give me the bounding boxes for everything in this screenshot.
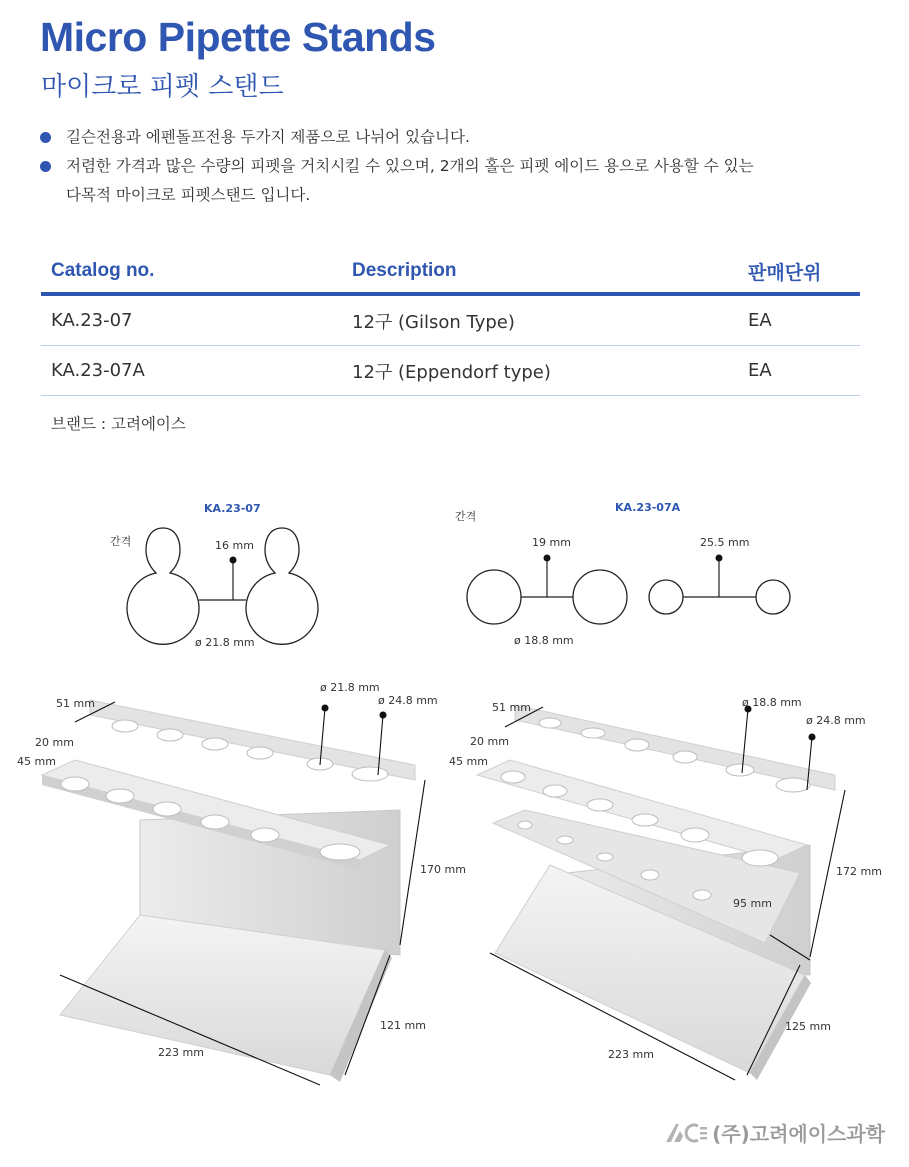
leader-dot [230,557,237,564]
hole-circle [649,580,683,614]
hole-circle [467,570,521,624]
table-row [41,294,860,346]
header-description: Description [342,250,738,294]
keyhole-slot-left [127,528,199,644]
spacing-label-large: 25.5 mm [700,536,750,549]
dim-step-depth-right: 20 mm [470,735,509,748]
diameter-label-left: ø 21.8 mm [195,636,255,649]
leader-dot [544,555,551,562]
dim-hole-large-left: ø 24.8 mm [378,694,438,707]
gap-label-right: 간격 [455,510,477,523]
dim-shelf-right: 95 mm [733,897,772,910]
cell-unit: EA [738,346,860,396]
company-name: (주)고려에이스과학 [712,1122,885,1146]
hole-circle [573,570,627,624]
diagram-code-right: KA.23-07A [615,501,681,514]
header-catalog-no: Catalog no. [41,250,342,294]
dim-top-width-right: 51 mm [492,701,531,714]
header-unit: 판매단위 [738,250,860,294]
cell-description: 12구 (Gilson Type) [342,294,738,346]
dim-top-width-left: 51 mm [56,697,95,710]
dim-step-depth-left: 20 mm [35,736,74,749]
leader-dot [716,555,723,562]
list-item: 저렴한 가격과 많은 수량의 피펫을 거치시킬 수 있으며, 2개의 홀은 피펫 에이드 용으로 사용할 수 있는 [40,152,754,181]
dim-depth-left: 121 mm [380,1019,426,1032]
cell-catalog-no: KA.23-07A [41,346,342,396]
dim-height-left: 170 mm [420,863,466,876]
spacing-label-small: 19 mm [532,536,571,549]
feature-list [40,123,754,210]
leader-dot [809,734,815,740]
top-tier-holes [112,720,388,781]
diagram-code-left: KA.23-07 [204,502,261,515]
table-header-row [41,250,860,294]
gap-label-left: 간격 [110,535,132,548]
page-subtitle: 마이크로 피펫 스탠드 [41,72,284,102]
dim-front-depth-right: 45 mm [449,755,488,768]
dim-width-right: 223 mm [608,1048,654,1061]
cell-unit: EA [738,294,860,346]
dim-height-right: 172 mm [836,865,882,878]
company-logo-icon [664,1122,708,1144]
dim-front-depth-left: 45 mm [17,755,56,768]
dim-hole-small-right: ø 18.8 mm [742,696,802,709]
catalog-table [41,250,860,396]
leader-dot [380,712,386,718]
brand-note: 브랜드 : 고려에이스 [51,415,186,433]
dim-hole-small-left: ø 21.8 mm [320,681,380,694]
list-item: 길슨전용과 에펜돌프전용 두가지 제품으로 나뉘어 있습니다. [40,123,754,152]
dim-width-left: 223 mm [158,1046,204,1059]
hole-circle [756,580,790,614]
dim-hole-large-right: ø 24.8 mm [806,714,866,727]
spacing-label-left: 16 mm [215,539,254,552]
bullet-icon [40,132,51,143]
gilson-stand-illustration [30,690,450,1100]
keyhole-slot-right [246,528,318,644]
list-item-continuation: 다목적 마이크로 피펫스탠드 입니다. [66,186,311,204]
bullet-icon [40,161,51,172]
diameter-label-right: ø 18.8 mm [514,634,574,647]
page-title: Micro Pipette Stands [40,14,436,60]
eppendorf-hole-diagram [460,540,800,640]
cell-description: 12구 (Eppendorf type) [342,346,738,396]
leader-dot [322,705,328,711]
table-row [41,346,860,396]
company-footer [664,1118,885,1147]
cell-catalog-no: KA.23-07 [41,294,342,346]
dim-depth-right: 125 mm [785,1020,831,1033]
